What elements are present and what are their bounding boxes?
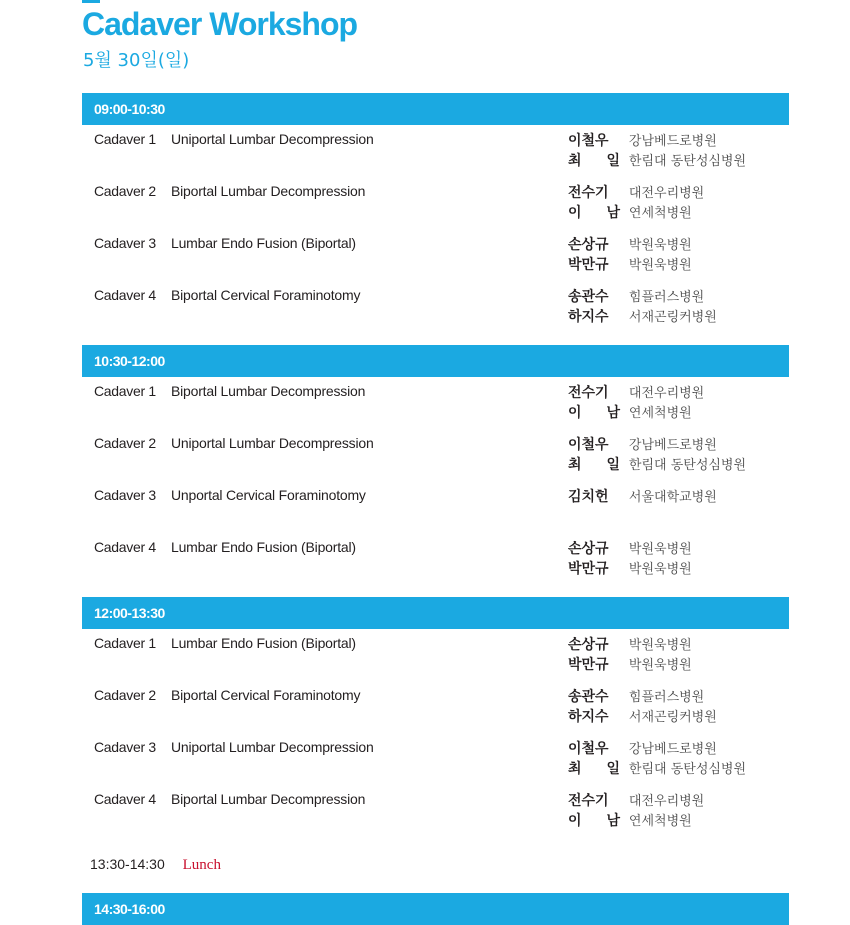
- faculty-entry: [568, 654, 692, 674]
- faculty-list: [568, 182, 704, 222]
- faculty-entry: [568, 454, 746, 474]
- faculty-list: [568, 434, 746, 474]
- faculty-name: 하지수: [568, 709, 609, 725]
- faculty-entry: [568, 150, 746, 170]
- procedure-topic: Biportal Cervical Foraminotomy: [171, 687, 361, 703]
- faculty-list: [568, 486, 717, 506]
- title-accent-mark: [82, 0, 100, 3]
- faculty-entry: [568, 758, 746, 778]
- faculty-entry: [568, 538, 692, 558]
- faculty-entry: [568, 382, 704, 402]
- faculty-entry: [568, 810, 704, 830]
- faculty-hospital: 대전우리병원: [628, 386, 705, 401]
- schedule-row: [82, 629, 789, 681]
- faculty-list: [568, 538, 692, 578]
- session-time-bar: 09:00-10:30: [82, 93, 789, 125]
- faculty-entry: [568, 558, 692, 578]
- faculty-name: 박만규: [568, 561, 609, 577]
- schedule-row: [82, 481, 789, 533]
- session-time-bar: 14:30-16:00: [82, 893, 789, 925]
- faculty-name: 이 남: [568, 405, 620, 421]
- faculty-list: [568, 382, 704, 422]
- faculty-hospital: 강남베드로병원: [628, 134, 717, 149]
- schedule-row: [82, 533, 789, 585]
- session-block: [82, 93, 789, 333]
- faculty-hospital: 연세척병원: [628, 814, 692, 829]
- faculty-hospital: 강남베드로병원: [628, 438, 717, 453]
- cadaver-label: Cadaver 1: [94, 635, 156, 651]
- cadaver-label: Cadaver 2: [94, 183, 156, 199]
- procedure-topic: Biportal Lumbar Decompression: [171, 383, 366, 399]
- faculty-hospital: 강남베드로병원: [628, 742, 717, 757]
- faculty-entry: [568, 790, 704, 810]
- faculty-hospital: 한림대 동탄성심병원: [628, 458, 747, 473]
- schedule-row: [82, 125, 789, 177]
- faculty-name: 최 일: [568, 457, 620, 473]
- faculty-hospital: 박원욱병원: [628, 638, 692, 653]
- faculty-hospital: 박원욱병원: [628, 542, 692, 557]
- faculty-entry: [568, 286, 717, 306]
- session-block: [82, 345, 789, 585]
- lunch-time: 13:30-14:30: [90, 856, 165, 872]
- schedule-row: [82, 177, 789, 229]
- procedure-topic: Uniportal Lumbar Decompression: [171, 435, 374, 451]
- procedure-topic: Uniportal Lumbar Decompression: [171, 739, 374, 755]
- faculty-entry: [568, 486, 717, 506]
- faculty-entry: [568, 634, 692, 654]
- faculty-hospital: 서재곤링커병원: [628, 310, 717, 325]
- procedure-topic: Biportal Lumbar Decompression: [171, 183, 366, 199]
- faculty-hospital: 박원욱병원: [628, 258, 692, 273]
- session-block: [82, 597, 789, 837]
- faculty-hospital: 연세척병원: [628, 406, 692, 421]
- schedule-row: [82, 785, 789, 837]
- lunch-label: Lunch: [182, 857, 221, 873]
- faculty-list: [568, 234, 692, 274]
- faculty-name: 전수기: [568, 385, 609, 401]
- faculty-entry: [568, 402, 704, 422]
- faculty-name: 송관수: [568, 689, 609, 705]
- faculty-name: 박만규: [568, 657, 609, 673]
- faculty-list: [568, 130, 746, 170]
- cadaver-label: Cadaver 4: [94, 539, 156, 555]
- session-time-bar: 10:30-12:00: [82, 345, 789, 377]
- faculty-hospital: 대전우리병원: [628, 186, 705, 201]
- faculty-name: 이철우: [568, 437, 609, 453]
- cadaver-label: Cadaver 3: [94, 739, 156, 755]
- faculty-name: 이철우: [568, 133, 609, 149]
- faculty-hospital: 박원욱병원: [628, 238, 692, 253]
- cadaver-label: Cadaver 2: [94, 687, 156, 703]
- faculty-entry: [568, 202, 704, 222]
- faculty-entry: [568, 254, 692, 274]
- faculty-entry: [568, 686, 717, 706]
- procedure-topic: Lumbar Endo Fusion (Biportal): [171, 539, 356, 555]
- faculty-name: 손상규: [568, 541, 609, 557]
- faculty-name: 김치헌: [568, 489, 609, 505]
- cadaver-label: Cadaver 1: [94, 383, 156, 399]
- faculty-entry: [568, 306, 717, 326]
- faculty-name: 전수기: [568, 185, 609, 201]
- faculty-entry: [568, 434, 746, 454]
- procedure-topic: Unportal Cervical Foraminotomy: [171, 487, 366, 503]
- faculty-entry: [568, 738, 746, 758]
- schedule-row: [82, 429, 789, 481]
- schedule-row: [82, 681, 789, 733]
- faculty-name: 손상규: [568, 637, 609, 653]
- procedure-topic: Biportal Cervical Foraminotomy: [171, 287, 361, 303]
- faculty-list: [568, 790, 704, 830]
- faculty-hospital: 서울대학교병원: [628, 490, 717, 505]
- cadaver-label: Cadaver 3: [94, 487, 156, 503]
- cadaver-label: Cadaver 4: [94, 791, 156, 807]
- faculty-entry: [568, 130, 746, 150]
- faculty-list: [568, 634, 692, 674]
- faculty-name: 전수기: [568, 793, 609, 809]
- faculty-entry: [568, 706, 717, 726]
- faculty-entry: [568, 234, 692, 254]
- faculty-name: 최 일: [568, 761, 620, 777]
- cadaver-label: Cadaver 3: [94, 235, 156, 251]
- faculty-hospital: 연세척병원: [628, 206, 692, 221]
- faculty-name: 하지수: [568, 309, 609, 325]
- procedure-topic: Uniportal Lumbar Decompression: [171, 131, 374, 147]
- lunch-row: [90, 856, 221, 874]
- procedure-topic: Biportal Lumbar Decompression: [171, 791, 366, 807]
- schedule-row: [82, 733, 789, 785]
- faculty-hospital: 대전우리병원: [628, 794, 705, 809]
- faculty-name: 이철우: [568, 741, 609, 757]
- faculty-name: 이 남: [568, 813, 620, 829]
- cadaver-label: Cadaver 2: [94, 435, 156, 451]
- schedule-row: [82, 377, 789, 429]
- procedure-topic: Lumbar Endo Fusion (Biportal): [171, 235, 356, 251]
- cadaver-label: Cadaver 4: [94, 287, 156, 303]
- schedule-row: [82, 281, 789, 333]
- faculty-name: 이 남: [568, 205, 620, 221]
- faculty-hospital: 서재곤링커병원: [628, 710, 717, 725]
- session-block: [82, 893, 789, 925]
- faculty-name: 박만규: [568, 257, 609, 273]
- faculty-name: 손상규: [568, 237, 609, 253]
- faculty-hospital: 박원욱병원: [628, 658, 692, 673]
- faculty-hospital: 박원욱병원: [628, 562, 692, 577]
- session-time-bar: 12:00-13:30: [82, 597, 789, 629]
- page-date: 5월 30일(일): [83, 50, 190, 71]
- page-title: Cadaver Workshop: [82, 6, 358, 42]
- faculty-hospital: 힘플러스병원: [628, 290, 705, 305]
- faculty-name: 최 일: [568, 153, 620, 169]
- procedure-topic: Lumbar Endo Fusion (Biportal): [171, 635, 356, 651]
- faculty-name: 송관수: [568, 289, 609, 305]
- faculty-hospital: 한림대 동탄성심병원: [628, 154, 747, 169]
- faculty-list: [568, 686, 717, 726]
- faculty-hospital: 힘플러스병원: [628, 690, 705, 705]
- faculty-entry: [568, 182, 704, 202]
- faculty-list: [568, 286, 717, 326]
- cadaver-label: Cadaver 1: [94, 131, 156, 147]
- faculty-list: [568, 738, 746, 778]
- faculty-hospital: 한림대 동탄성심병원: [628, 762, 747, 777]
- schedule-row: [82, 229, 789, 281]
